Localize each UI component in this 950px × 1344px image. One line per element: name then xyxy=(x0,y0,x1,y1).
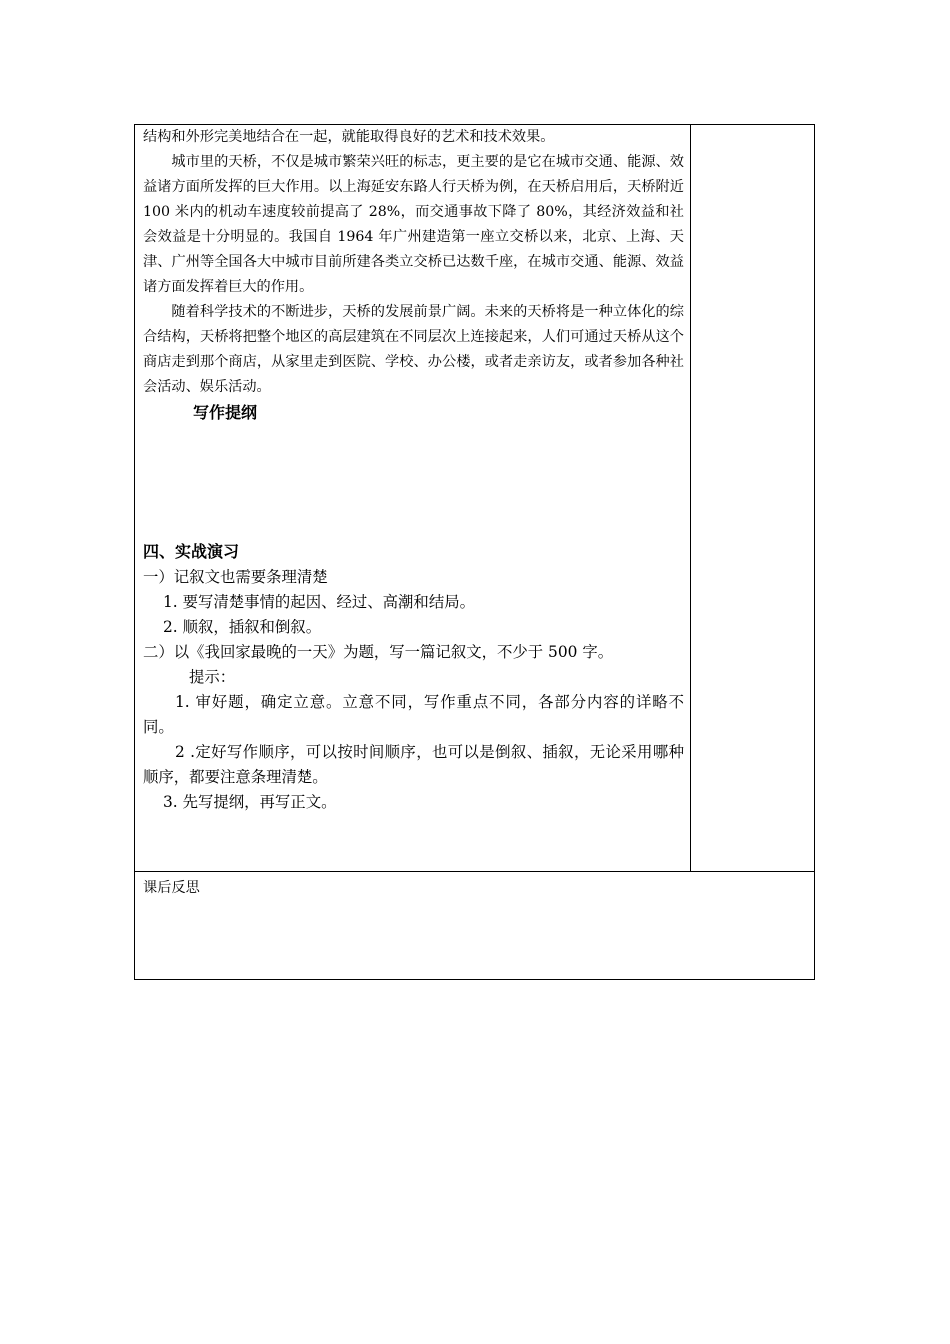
hint-item: 3. 先写提纲，再写正文。 xyxy=(163,793,337,811)
column-divider xyxy=(690,125,691,871)
practice-part: 一）记叙文也需要条理清楚 xyxy=(143,568,328,586)
passage-line: 结构和外形完美地结合在一起，就能取得良好的艺术和技术效果。 xyxy=(143,129,555,145)
reflection-label: 课后反思 xyxy=(143,880,200,896)
practice-item: 1. 要写清楚事情的起因、经过、高潮和结局。 xyxy=(163,593,475,611)
passage-paragraph: 城市里的天桥，不仅是城市繁荣兴旺的标志，更主要的是它在城市交通、能源、效益诸方面所发挥的巨大作用。以上海延安东路人行天桥为例，在天桥启用后，天桥附近 100 米内的机动车速度较前提高了 28%，而交通事故下降了 80%，其经济效益和社会效益是十分明显的。我国自 1964 年广州建造第一座立交桥以来，北京、上海、天津、广州等全国各大中城市目前所建各类立交桥已达数千座，在城市交通、能源、效益诸方面发挥着巨大的作用。 xyxy=(143,154,684,295)
outline-heading: 写作提纲 xyxy=(193,403,258,422)
hint-item: 2 .定好写作顺序，可以按时间顺序，也可以是倒叙、插叙，无论采用哪种顺序，都要注意条理清楚。 xyxy=(143,743,684,786)
section-heading: 四、实战演习 xyxy=(143,542,240,561)
row-divider xyxy=(135,871,814,872)
practice-item: 2. 顺叙，插叙和倒叙。 xyxy=(163,618,322,636)
hint-label: 提示： xyxy=(189,668,236,686)
outline-blank-area xyxy=(143,425,684,539)
passage-paragraph: 随着科学技术的不断进步，天桥的发展前景广阔。未来的天桥将是一种立体化的综合结构，天桥将把整个地区的高层建筑在不同层次上连接起来，人们可通过天桥从这个商店走到那个商店，从家里走到医院、学校、办公楼，或者走亲访友，或者参加各种社会活动、娱乐活动。 xyxy=(143,304,684,395)
lesson-table xyxy=(134,124,815,980)
hint-item: 1. 审好题，确定立意。立意不同，写作重点不同，各部分内容的详略不同。 xyxy=(143,693,684,736)
main-content-cell xyxy=(143,125,684,871)
practice-part: 二）以《我回家最晚的一天》为题，写一篇记叙文，不少于 500 字。 xyxy=(143,643,614,661)
